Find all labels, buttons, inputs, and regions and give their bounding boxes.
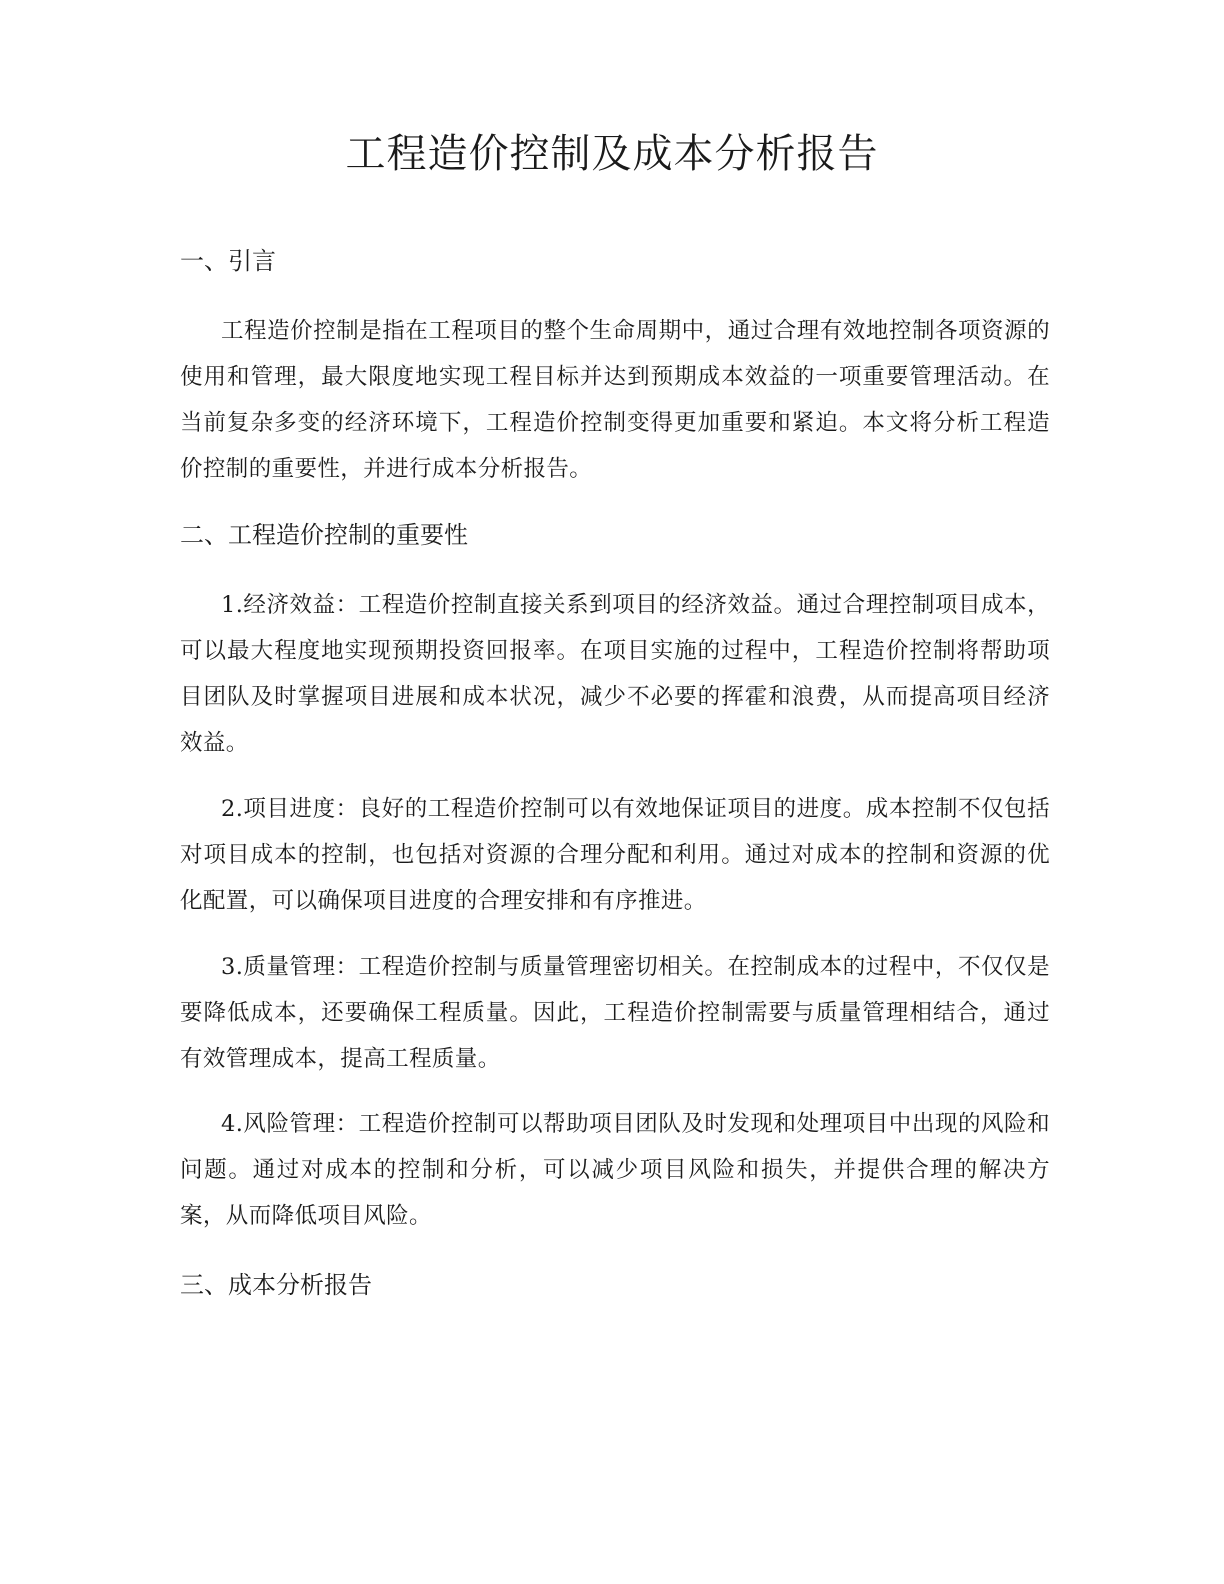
paragraph-quality-management: 3.质量管理：工程造价控制与质量管理密切相关。在控制成本的过程中，不仅仅是要降低成本，还要确保工程质量。因此，工程造价控制需要与质量管理相结合，通过有效管理成本，提高工程质量。 xyxy=(180,954,1050,1072)
paragraph-project-schedule: 2.项目进度：良好的工程造价控制可以有效地保证项目的进度。成本控制不仅包括对项目成本的控制，也包括对资源的合理分配和利用。通过对成本的控制和资源的优化配置，可以确保项目进度的合理安排和有序推进。 xyxy=(180,796,1050,914)
section-heading-introduction: 一、引言 xyxy=(180,247,276,275)
paragraph-economic-benefit: 1.经济效益：工程造价控制直接关系到项目的经济效益。通过合理控制项目成本，可以最大程度地实现预期投资回报率。在项目实施的过程中，工程造价控制将帮助项目团队及时掌握项目进展和成本状况，减少不必要的挥霍和浪费，从而提高项目经济效益。 xyxy=(180,592,1050,756)
paragraph-risk-management: 4.风险管理：工程造价控制可以帮助项目团队及时发现和处理项目中出现的风险和问题。通过对成本的控制和分析，可以减少项目风险和损失，并提供合理的解决方案，从而降低项目风险。 xyxy=(180,1111,1050,1229)
section-heading-cost-analysis: 三、成本分析报告 xyxy=(180,1271,372,1299)
document-title: 工程造价控制及成本分析报告 xyxy=(345,131,879,177)
section-heading-importance: 二、工程造价控制的重要性 xyxy=(180,521,468,549)
paragraph-introduction: 工程造价控制是指在工程项目的整个生命周期中，通过合理有效地控制各项资源的使用和管理，最大限度地实现工程目标并达到预期成本效益的一项重要管理活动。在当前复杂多变的经济环境下，工程造价控制变得更加重要和紧迫。本文将分析工程造价控制的重要性，并进行成本分析报告。 xyxy=(180,318,1050,482)
